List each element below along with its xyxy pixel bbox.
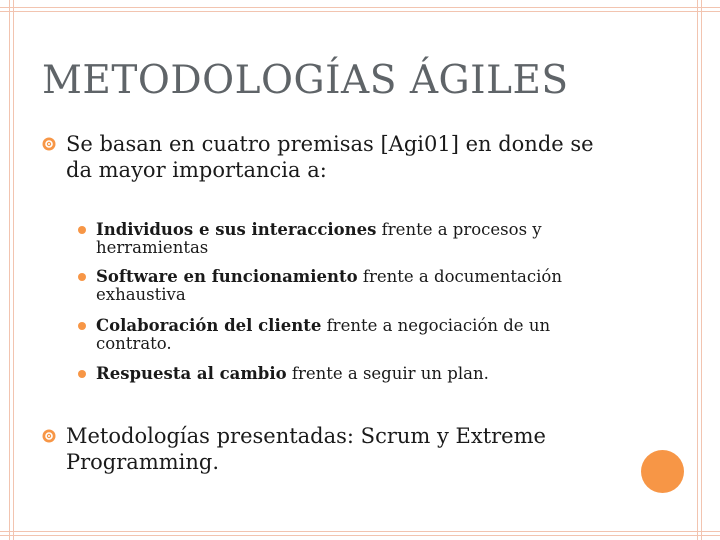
value-4-bold: Respuesta al cambio bbox=[96, 364, 287, 383]
main-bullet-1-text: Se basan en cuatro premisas [Agi01] en donde se da mayor importancia a: bbox=[66, 132, 594, 182]
value-item-2 bbox=[78, 268, 618, 304]
top-border-line-2 bbox=[0, 11, 720, 12]
left-border-line-1 bbox=[9, 0, 10, 540]
value-item-4 bbox=[78, 365, 618, 383]
left-border-line-2 bbox=[13, 0, 14, 540]
slide-title: METODOLOGÍAS ÁGILES bbox=[42, 58, 569, 103]
value-4-rest: frente a seguir un plan. bbox=[286, 364, 489, 383]
bottom-border-line-1 bbox=[0, 531, 720, 532]
right-border-line-2 bbox=[701, 0, 702, 540]
gear-bullet-icon bbox=[42, 429, 56, 443]
main-bullet-2 bbox=[42, 423, 602, 475]
gear-bullet-icon bbox=[42, 137, 56, 151]
bottom-border-line-2 bbox=[0, 535, 720, 536]
orange-dot-icon bbox=[78, 370, 86, 378]
orange-dot-icon bbox=[78, 322, 86, 330]
orange-dot-icon bbox=[78, 226, 86, 234]
value-3-bold: Colaboración del cliente bbox=[96, 316, 322, 335]
right-border-line-1 bbox=[697, 0, 698, 540]
value-1-bold: Individuos e sus interacciones bbox=[96, 220, 377, 239]
value-1-rest: frente a procesos y herramientas bbox=[96, 220, 542, 257]
decorative-orange-circle bbox=[641, 450, 684, 493]
main-bullet-2-text: Metodologías presentadas: Scrum y Extreme Programming. bbox=[66, 424, 546, 474]
value-2-rest: frente a documentación exhaustiva bbox=[96, 267, 562, 304]
top-border-line-1 bbox=[0, 7, 720, 8]
value-item-3 bbox=[78, 317, 618, 353]
orange-dot-icon bbox=[78, 273, 86, 281]
main-bullet-1 bbox=[42, 131, 622, 183]
value-item-1 bbox=[78, 221, 618, 257]
value-2-bold: Software en funcionamiento bbox=[96, 267, 358, 286]
value-3-rest: frente a negociación de un contrato. bbox=[96, 316, 551, 353]
